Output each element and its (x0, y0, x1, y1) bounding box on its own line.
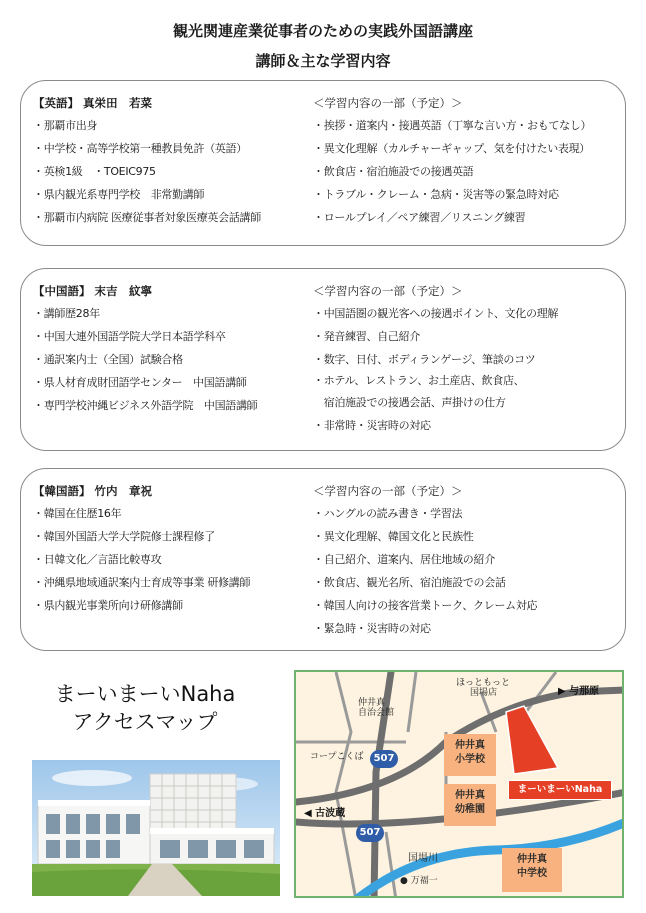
venue-marker: まーいまーいNaha (508, 780, 612, 800)
bio-item: ・中学校・高等学校第一種教員免許（英語） (33, 142, 247, 155)
content-item: ・非常時・災害時の対応 (313, 419, 431, 432)
content-item: ・飲食店、観光名所、宿泊施設での会話 (313, 576, 506, 589)
bio-item: ・通訳案内士（全国）試験合格 (33, 353, 183, 366)
bio-item: ・韓国在住歴16年 (33, 507, 122, 520)
content-item: ・異文化理解、韓国文化と民族性 (313, 530, 474, 543)
bio-item: ・県人材育成財団語学センター 中国語講師 (33, 376, 247, 389)
to-yonabaru-label: ▶ 与那原 (558, 686, 600, 697)
instructor-card-chinese (20, 268, 626, 451)
content-item: ・ハングルの読み書き・学習法 (313, 507, 463, 520)
content-item: ・ロールプレイ／ペア練習／リスニング練習 (313, 211, 526, 224)
content-item: ・ホテル、レストラン、お土産店、飲食店、 (313, 374, 525, 387)
venue-name: まーいまーいNaha (54, 682, 236, 706)
content-item: ・数字、日付、ボディランゲージ、筆談のコツ (313, 353, 536, 366)
river-label: 国場川 (408, 853, 438, 864)
instructor-bio (33, 481, 318, 617)
junior-high-school-label: 仲井真 中学校 (502, 848, 562, 892)
building-photo (32, 760, 280, 896)
elementary-school-label: 仲井真 小学校 (444, 734, 496, 776)
bio-item: ・県内観光事業所向け研修講師 (33, 599, 183, 612)
content-item: ・緊急時・災害時の対応 (313, 622, 431, 635)
content-item: ・異文化理解（カルチャーギャップ、気を付けたい表現） (313, 142, 590, 155)
access-map (294, 670, 624, 898)
manfuku-label: ● 万福一 (400, 876, 438, 886)
page-subtitle: 講師＆主な学習内容 (255, 52, 391, 70)
bio-item: ・日韓文化／言語比較専攻 (33, 553, 162, 566)
page-title: 観光関連産業従事者のための実践外国語講座 (172, 22, 473, 40)
content-header: ＜学習内容の一部（予定）＞ (313, 484, 463, 498)
learning-content (313, 93, 623, 229)
content-item: ・飲食店・宿泊施設での接遇英語 (313, 165, 474, 178)
content-item: ・発音練習、自己紹介 (313, 330, 420, 343)
instructor-card-korean (20, 468, 626, 651)
instructor-bio (33, 281, 318, 417)
learning-content (313, 481, 623, 640)
instructor-name: 【中国語】 末吉 紋寧 (33, 284, 153, 298)
building-illustration (32, 760, 280, 896)
content-item: ・自己紹介、道案内、居住地域の紹介 (313, 553, 495, 566)
access-map-label: アクセスマップ (72, 710, 218, 734)
bio-item: ・講師歴28年 (33, 307, 100, 320)
kindergarten-label: 仲井真 幼稚園 (444, 784, 496, 826)
bio-item: ・英検1級 ・TOEIC975 (33, 165, 156, 178)
bio-item: ・韓国外国語大学大学院修士課程修了 (33, 530, 215, 543)
content-item: ・挨拶・道案内・接遇英語（丁寧な言い方・おもてなし） (313, 119, 592, 132)
instructor-card-english (20, 80, 626, 246)
bio-item: ・中国大連外国語学院大学日本語学科卒 (33, 330, 226, 343)
instructor-bio (33, 93, 318, 229)
to-kohagura-label: ◀ 古波蔵 (304, 808, 346, 819)
content-item: ・トラブル・クレーム・急病・災害等の緊急時対応 (313, 188, 559, 201)
community-center-label: 仲井真 自治会館 (358, 698, 395, 718)
route-507-bottom: 507 (356, 824, 384, 842)
bio-item: ・那覇市出身 (33, 119, 98, 132)
bio-item: ・沖縄県地域通訳案内士育成等事業 研修講師 (33, 576, 251, 589)
learning-content (313, 281, 623, 437)
content-item: ・韓国人向けの接客営業トーク、クレーム対応 (313, 599, 538, 612)
instructor-name: 【韓国語】 竹内 章祝 (33, 484, 153, 498)
route-507-top: 507 (370, 750, 398, 768)
bio-item: ・県内観光系専門学校 非常勤講師 (33, 188, 205, 201)
access-map-heading (20, 680, 270, 736)
content-header: ＜学習内容の一部（予定）＞ (313, 284, 463, 298)
content-item: 宿泊施設での接遇会話、声掛けの仕方 (313, 396, 506, 409)
content-item: ・中国語圏の観光客への接遇ポイント、文化の理解 (313, 307, 559, 320)
instructor-name: 【英語】 真栄田 若菜 (33, 96, 153, 110)
bio-item: ・那覇市内病院 医療従事者対象医療英会話講師 (33, 211, 261, 224)
bio-item: ・専門学校沖縄ビジネス外語学院 中国語講師 (33, 399, 258, 412)
coop-label: コープこくば (310, 752, 364, 762)
content-header: ＜学習内容の一部（予定）＞ (313, 96, 463, 110)
hotto-motto-label: ほっともっと 国場店 (456, 678, 511, 698)
